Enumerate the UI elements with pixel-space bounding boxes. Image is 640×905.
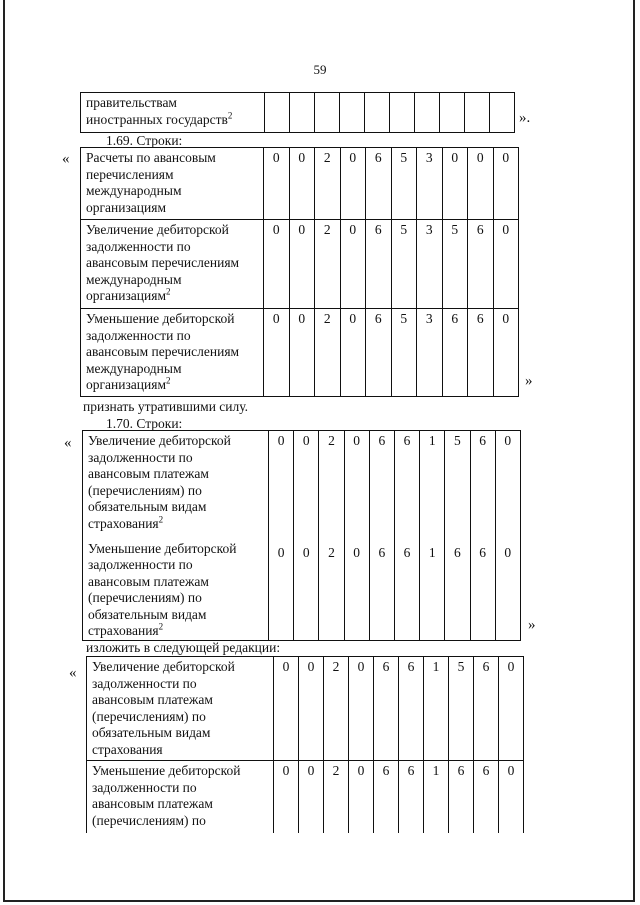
code-digit-cell: 0 xyxy=(274,761,299,833)
label-line: (перечислениям) по xyxy=(88,590,202,605)
code-digit-cell: 0 xyxy=(264,148,290,220)
label-line: авансовым перечислениям xyxy=(86,344,240,359)
label-line: Увеличение дебиторской xyxy=(92,659,235,674)
open-quote-new: « xyxy=(69,665,77,681)
label-line: Расчеты по авансовым xyxy=(86,150,216,165)
label-line: задолженности по xyxy=(88,449,193,465)
label-line: (перечислениям) по xyxy=(88,482,202,498)
code-digit-cell: 6 xyxy=(468,309,494,397)
table-row xyxy=(81,93,515,133)
code-digit-cell: 6 xyxy=(366,220,392,309)
label-line: организациям xyxy=(86,288,167,303)
code-digit-cell: 0 xyxy=(442,148,468,220)
footnote-marker: 2 xyxy=(158,514,164,524)
label-line: обязательным видам xyxy=(88,606,207,622)
label-line: страхования xyxy=(92,741,163,757)
label-line: обязательным видам xyxy=(88,499,207,514)
table-row xyxy=(81,220,519,309)
code-digit-cell xyxy=(490,93,515,133)
code-digit-cell: 6 xyxy=(399,761,424,833)
code-digit-cell: 6 xyxy=(369,431,394,539)
label-line: авансовым платежам xyxy=(92,796,213,811)
code-digit-cell xyxy=(340,93,365,133)
label-line: организациям xyxy=(86,377,167,392)
code-digit-cell: 6 xyxy=(449,761,474,833)
row-label-cell xyxy=(81,220,264,309)
code-digit-cell: 2 xyxy=(324,657,349,761)
code-digit-cell xyxy=(365,93,390,133)
code-digit-cell: 0 xyxy=(493,148,519,220)
label-line: Увеличение дебиторской xyxy=(88,433,231,448)
code-digit-cell: 3 xyxy=(417,148,443,220)
table-section-170 xyxy=(82,430,521,641)
code-digit-cell: 0 xyxy=(499,761,524,833)
footnote-marker: 2 xyxy=(158,621,164,632)
label-line: правительствам xyxy=(86,95,177,110)
code-digit-cell xyxy=(390,93,415,133)
code-digit-cell: 0 xyxy=(344,431,369,539)
code-digit-cell: 0 xyxy=(274,657,299,761)
label-line: задолженности по xyxy=(86,327,191,343)
code-digit-cell: 2 xyxy=(319,539,344,641)
code-digit-cell: 0 xyxy=(468,148,494,220)
label-line: международным xyxy=(86,271,182,287)
label-line: Увеличение дебиторской xyxy=(86,222,229,237)
code-digit-cell xyxy=(265,93,290,133)
label-line: авансовым платежам xyxy=(88,573,209,589)
close-quote-169: » xyxy=(525,373,533,389)
code-digit-cell: 2 xyxy=(315,148,341,220)
code-digit-cell: 0 xyxy=(289,220,315,309)
table-row xyxy=(83,431,521,539)
label-line: авансовым перечислениям xyxy=(86,255,240,270)
label-line: страхования xyxy=(88,623,159,638)
code-digit-cell xyxy=(315,93,340,133)
code-digit-cell: 6 xyxy=(366,148,392,220)
code-digit-cell: 0 xyxy=(340,148,366,220)
code-digit-cell: 1 xyxy=(420,539,445,641)
code-digit-cell xyxy=(465,93,490,133)
code-digit-cell: 0 xyxy=(299,657,324,761)
code-digit-cell: 0 xyxy=(499,657,524,761)
code-digit-cell: 5 xyxy=(391,220,417,309)
code-digit-cell: 1 xyxy=(420,431,445,539)
code-digit-cell: 2 xyxy=(315,220,341,309)
label-line: задолженности по xyxy=(88,557,193,572)
code-digit-cell: 6 xyxy=(474,657,499,761)
code-digit-cell xyxy=(440,93,465,133)
table-row xyxy=(81,148,519,220)
label-line: задолженности по xyxy=(86,238,191,254)
close-quote-170: » xyxy=(528,617,536,633)
close-quote-top: ». xyxy=(519,110,531,126)
section-170-after: изложить в следующей редакции: xyxy=(86,640,281,655)
label-line: обязательным видам xyxy=(92,725,211,740)
code-digit-cell: 6 xyxy=(470,431,495,539)
label-line: Уменьшение дебиторской xyxy=(92,763,241,778)
row-label-cell xyxy=(83,431,269,539)
label-line: авансовым платежам xyxy=(88,466,209,481)
code-digit-cell: 2 xyxy=(319,431,344,539)
label-line: международным xyxy=(86,183,182,198)
code-digit-cell: 6 xyxy=(394,539,419,641)
code-digit-cell: 3 xyxy=(417,220,443,309)
table-top-continuation xyxy=(80,92,515,133)
label-line: (перечислениям) по xyxy=(92,812,206,828)
table-row xyxy=(81,309,519,397)
section-169-after: признать утратившими силу. xyxy=(83,399,249,414)
code-digit-cell: 0 xyxy=(495,539,520,641)
code-digit-cell: 0 xyxy=(493,220,519,309)
label-line: перечислениям xyxy=(86,166,174,182)
code-digit-cell: 6 xyxy=(399,657,424,761)
section-169-heading: 1.69. Строки: xyxy=(106,133,183,148)
label-line: задолженности по xyxy=(92,779,197,795)
code-digit-cell: 0 xyxy=(340,309,366,397)
code-digit-cell: 0 xyxy=(269,431,294,539)
code-digit-cell: 0 xyxy=(264,220,290,309)
code-digit-cell: 0 xyxy=(349,657,374,761)
code-digit-cell: 0 xyxy=(269,539,294,641)
row-label-cell xyxy=(87,761,274,833)
table-row xyxy=(83,539,521,641)
code-digit-cell: 0 xyxy=(294,539,319,641)
code-digit-cell: 6 xyxy=(374,657,399,761)
code-digit-cell: 5 xyxy=(445,431,470,539)
code-digit-cell: 0 xyxy=(264,309,290,397)
code-digit-cell: 0 xyxy=(495,431,520,539)
code-digit-cell: 6 xyxy=(442,309,468,397)
code-digit-cell: 6 xyxy=(374,761,399,833)
code-digit-cell: 3 xyxy=(417,309,443,397)
row-label-cell xyxy=(87,657,274,761)
code-digit-cell: 0 xyxy=(299,761,324,833)
code-digit-cell: 5 xyxy=(391,309,417,397)
code-digit-cell: 6 xyxy=(366,309,392,397)
row-label-cell xyxy=(81,93,265,133)
footnote-marker: 2 xyxy=(166,286,171,297)
label-line: задолженности по xyxy=(92,675,197,691)
table-row xyxy=(87,657,524,761)
table-row xyxy=(87,761,524,833)
label-line: иностранных государств xyxy=(86,111,228,127)
row-label-cell xyxy=(81,309,264,397)
code-digit-cell: 6 xyxy=(394,431,419,539)
open-quote-169: « xyxy=(62,151,70,167)
open-quote-170: « xyxy=(64,435,72,451)
label-line: международным xyxy=(86,360,182,376)
row-label-cell xyxy=(81,148,264,220)
label-line: авансовым платежам xyxy=(92,692,213,707)
table-new-wording xyxy=(86,656,524,833)
label-line: (перечислениям) по xyxy=(92,708,206,724)
page-number: 59 xyxy=(313,62,327,77)
code-digit-cell: 6 xyxy=(445,539,470,641)
label-line: Уменьшение дебиторской xyxy=(88,540,237,556)
code-digit-cell: 6 xyxy=(470,539,495,641)
section-170-heading: 1.70. Строки: xyxy=(106,416,183,431)
code-digit-cell: 6 xyxy=(369,539,394,641)
code-digit-cell: 1 xyxy=(424,761,449,833)
table-section-169 xyxy=(80,147,519,397)
label-line: страхования xyxy=(88,515,159,531)
code-digit-cell: 5 xyxy=(449,657,474,761)
code-digit-cell: 2 xyxy=(324,761,349,833)
code-digit-cell: 0 xyxy=(294,431,319,539)
code-digit-cell: 0 xyxy=(344,539,369,641)
label-line: организациям xyxy=(86,199,167,215)
code-digit-cell: 1 xyxy=(424,657,449,761)
code-digit-cell: 6 xyxy=(474,761,499,833)
code-digit-cell: 0 xyxy=(349,761,374,833)
code-digit-cell: 0 xyxy=(289,148,315,220)
code-digit-cell: 0 xyxy=(340,220,366,309)
label-line: Уменьшение дебиторской xyxy=(86,311,235,326)
code-digit-cell: 0 xyxy=(289,309,315,397)
code-digit-cell: 0 xyxy=(493,309,519,397)
code-digit-cell: 6 xyxy=(468,220,494,309)
code-digit-cell: 5 xyxy=(442,220,468,309)
code-digit-cell: 2 xyxy=(315,309,341,397)
code-digit-cell: 5 xyxy=(391,148,417,220)
row-label-cell xyxy=(83,539,269,641)
footnote-marker: 2 xyxy=(166,375,171,386)
code-digit-cell xyxy=(290,93,315,133)
code-digit-cell xyxy=(415,93,440,133)
footnote-marker: 2 xyxy=(227,110,233,120)
